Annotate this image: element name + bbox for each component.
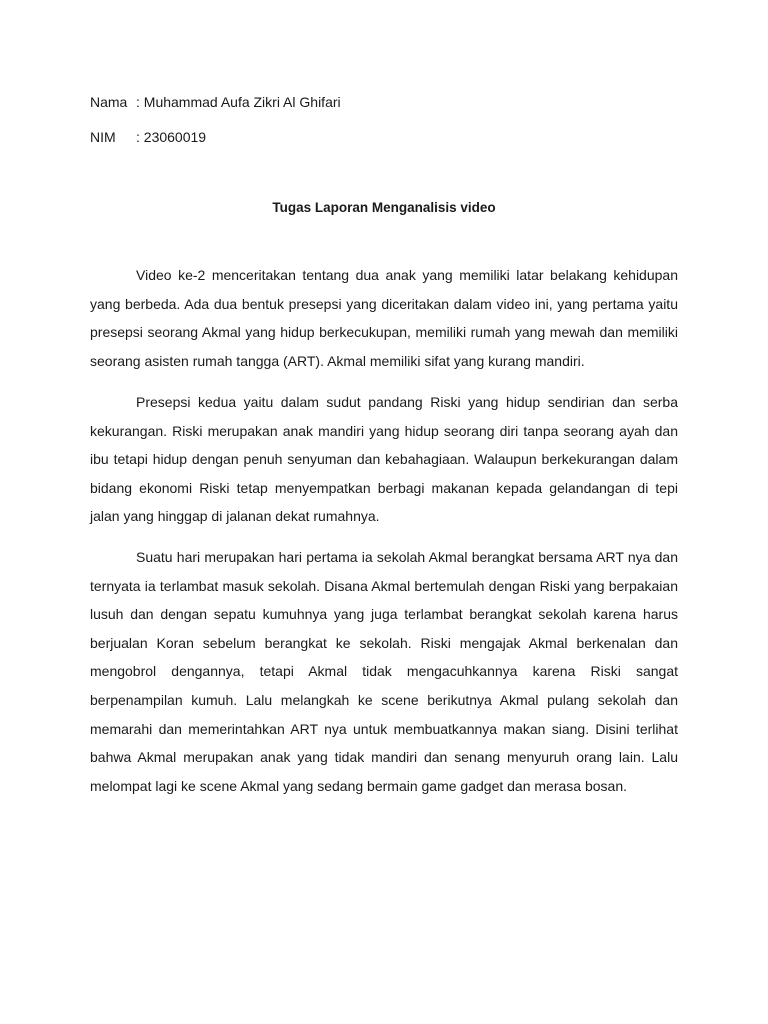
- name-value: : Muhammad Aufa Zikri Al Ghifari: [136, 94, 341, 110]
- paragraph-2: Presepsi kedua yaitu dalam sudut pandang Riski yang hidup sendirian dan serba kekurangan. Riski merupakan anak mandiri yang hidup seorang diri tanpa seorang ayah dan ibu tetapi hidup dengan penuh senyuman dan kebahagiaan. Walaupun berkekurangan dalam bidang ekonomi Riski tetap menyempatkan berbagi makanan kepada gelandangan di tepi jalan yang hinggap di jalanan dekat rumahnya.: [90, 394, 678, 525]
- document-title: Tugas Laporan Menganalisis video: [272, 200, 496, 215]
- nim-value: : 23060019: [136, 129, 207, 145]
- paragraph-3: Suatu hari merupakan hari pertama ia sekolah Akmal berangkat bersama ART nya dan ternyata ia terlambat masuk sekolah. Disana Akmal bertemulah dengan Riski yang berpakaian lusuh dan dengan sepatu kumuhnya yang juga terlambat berangkat sekolah karena harus berjualan Koran sebelum berangkat ke sekolah. Riski mengajak Akmal berkenalan dan mengobrol dengannya, tetapi Akmal tidak mengacuhkannya karena Riski sangat berpenampilan kumuh. Lalu melangkah ke scene berikutnya Akmal pulang sekolah dan memarahi dan memerintahkan ART nya untuk membuatkannya makan siang. Disini terlihat bahwa Akmal merupakan anak yang tidak mandiri dan senang menyuruh orang lain. Lalu melompat lagi ke scene Akmal yang sedang bermain game gadget dan merasa bosan.: [90, 549, 678, 794]
- student-nim-row: [90, 128, 206, 146]
- name-label: Nama: [90, 94, 128, 110]
- paragraph-1: Video ke-2 menceritakan tentang dua anak yang memiliki latar belakang kehidupan yang berbeda. Ada dua bentuk presepsi yang diceritakan dalam video ini, yang pertama yaitu presepsi seorang Akmal yang hidup berkecukupan, memiliki rumah yang mewah dan memiliki seorang asisten rumah tangga (ART). Akmal memiliki sifat yang kurang mandiri.: [90, 267, 678, 369]
- student-name-row: [90, 93, 341, 111]
- nim-label: NIM: [90, 129, 116, 145]
